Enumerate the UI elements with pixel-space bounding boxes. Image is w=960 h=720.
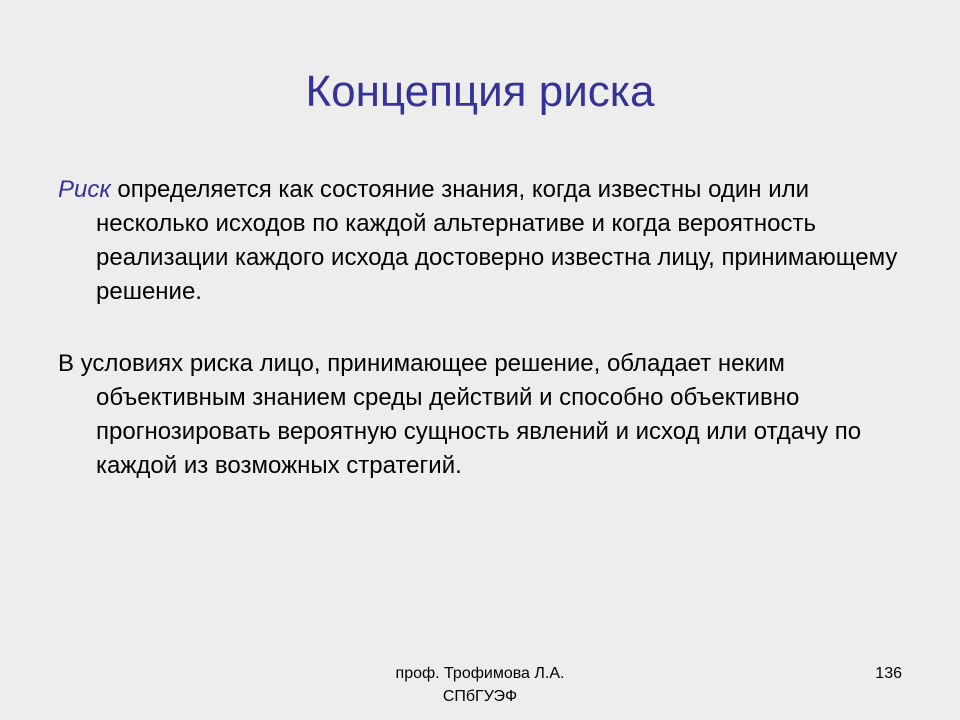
risk-conditions-text: В условиях риска лицо, принимающее решение, обладает неким объективным знанием среды действий и способно объективно прогнозировать вероятную сущность явлений и исход или отдачу по каждой из возможных стратегий. [58,350,862,479]
slide-title: Концепция риска [305,67,655,116]
paragraph-risk-conditions [58,347,918,483]
footer-author: проф. Трофимова Л.А. [395,665,565,682]
page-number: 136 [875,665,902,682]
slide-footer [330,662,630,708]
slide-body [58,173,918,483]
risk-definition-text: определяется как состояние знания, когда известны один или несколько исходов по каждой альтернативе и когда вероятность реализации каждого исхода достоверно известна лицу, принимающему решение. [96,176,898,305]
risk-term: Риск [58,176,111,203]
paragraph-risk-definition [58,173,918,309]
footer-institution: СПбГУЭФ [442,688,518,705]
